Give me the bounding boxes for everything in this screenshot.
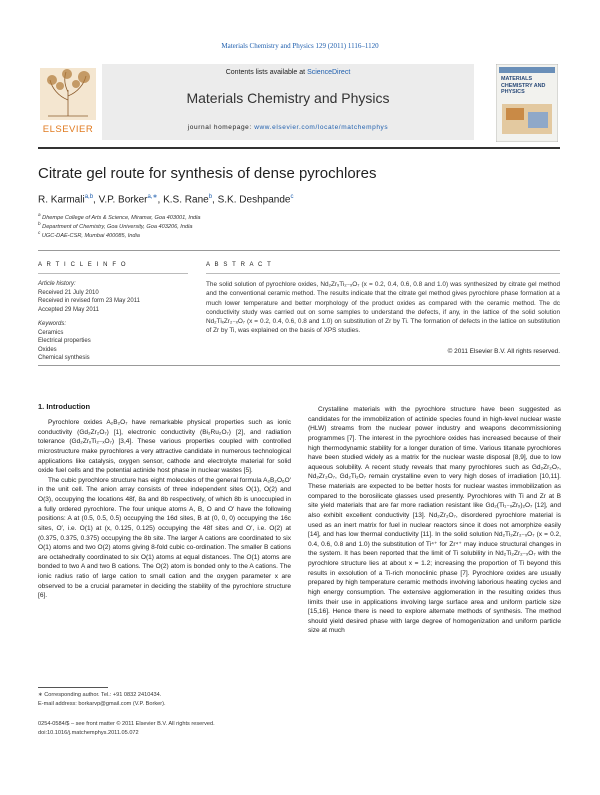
author-sup[interactable]: b xyxy=(208,194,213,200)
author-sup[interactable]: c xyxy=(290,194,294,200)
abstract-copyright: © 2011 Elsevier B.V. All rights reserved. xyxy=(447,348,560,355)
journal-homepage xyxy=(102,124,474,131)
body-paragraph: Crystalline materials with the pyrochlore structure have been suggested as candidates for the immobilization of actinide species found in high-level nuclear waste (HLW) streams from the nuclear power industry and weapons decommissioning programmes [7]. The interest in the pyrochlore oxides has increased because of their high thermodynamic stability for a longer duration of time. Various titanate pyrochlores have been studied widely as a matrix for the nuclear waste disposal [8,9], due to low aqueous solubility. A recent study reveals that many pyrochlores such as Gd₂Zr₂O₇, Nd₂Zr₂O₇, Gd₂Ti₂O₇ remain crystalline even to very high doses of irradiation [10,11]. These materials are expected to be better hosts for nuclear wastes immobilization as compared to the borosilicate glasses used presently. Pyrochlores with Ti and Zr at B site yield materials that are far more radiation resistant like Gd₂(Ti₁₋ₓZrₓ)₂O₇ [12], and also exhibit excellent conductivity [13]. Nd₂Zr₂O₇, disordered pyrochlore material is used as an inert matrix for fuel in nuclear reactors since it does not amorphize easily [14], and has low thermal conductivity [11]. In the solid solution Nd₂Ti₂Zr₂₋ₓO₇ (x = 0.2, 0.4, 0.6, 0.8 and 1.0) the substitution of Ti⁴⁺ for Zr⁴⁺ may induce structural changes in the system. It has been reported that the limit of Ti solubility in Nd₂Ti₂Zr₂₋ₓO₇ with the pyrochlore structure lies at about x = 1.2; increasing the proportion of Ti beyond this results in exsolution of a Ti-rich monoclinic phase [7]. Pyrochlore oxides are usually prepared by high temperature ceramic methods involving laborious heating cycles and high energy consumption. The extensive agglomeration in the resulting oxides thus limits their use in applications involving large surface area and uniform particle size [15,16]. Hence there is need to explore alternate methods of synthesis. The method should yield desired phase with large degree of homogenization and uniform particle size at much xyxy=(308,406,561,635)
author-sup[interactable]: a,∗ xyxy=(147,194,158,200)
keyword-item: Ceramics xyxy=(38,329,64,336)
history-item: Received 21 July 2010 xyxy=(38,289,99,296)
history-item: Accepted 29 May 2011 xyxy=(38,306,99,313)
abstract-label: A B S T R A C T xyxy=(206,262,273,268)
journal-title: Materials Chemistry and Physics xyxy=(186,90,390,106)
body-paragraph: The cubic pyrochlore structure has eight molecules of the general formula A₂B₂O₆O′ in the unit cell. The anion array consists of three independent sites O(1), O(2) and O(3), occupying the locations 48f, 8a and 8b respectively, of which 8b is unoccupied in a fully ordered pyrochlore. The four unique atoms A, B, O and O′ have the following positions: A at (0.5, 0.5, 0.5) occupying the 16d sites, B at (0, 0, 0) occupying the 16c sites, O′, i.e. O(1) at (x, 0.125, 0.125) occupying the 48f sites and O′, i.e. O(2) at (0.375, 0.375, 0.375) occupying the 8b site. The larger A cations are coordinated to six O(1) atoms and two O(2) atoms giving 8-fold cubic co-ordination. The smaller B cations are octahedrally coordinated to six O(1) atoms at equal distances. The O(1) atoms are bonded to two A and two B cations. The O(2) atom is bonded only to the A cations. The ionic radius ratio of large cation to small cation and the oxygen parameter x are observed to be a crucial parameter in deciding the stability of the pyrochlore structure [6]. xyxy=(38,476,291,600)
affiliation: $^c$ UGC-DAE-CSR, Mumbai 400085, India xyxy=(38,230,140,239)
article-info-rule xyxy=(38,273,188,274)
contents-line xyxy=(102,69,474,76)
abstract-text: The solid solution of pyrochlore oxides, Nd₂ZrₓTi₂₋ₓO₇ (x = 0.2, 0.4, 0.6, 0.8 and 1.0) was synthesized by citrate gel method and the conventional ceramic method. The results indicate that the citrate gel method gives pyrochlore phase formation at a much lower temperature and better morphology of the product oxides as compared with the ceramic method. The dc conductivity study was carried out on some samples to understand the defects, if any, in the lattice of the solid solution Nd₂TiₓZr₂₋ₓO₇ (x = 0.2, 0.4, 0.6, 0.8 and 1.0) on substitution of Zr by Ti. The formation of defects in the lattice on substitution of Zr by Ti, was explained on the basis of XPS studies. xyxy=(206,281,560,335)
sciencedirect-link[interactable]: ScienceDirect xyxy=(307,69,351,76)
journal-header-box xyxy=(102,64,474,140)
article-title: Citrate gel route for synthesis of dense pyrochlores xyxy=(38,165,377,182)
body-paragraph: Pyrochlore oxides A₂B₂O₇ have remarkable physical properties such as ionic conductivity (Gd₂Zr₂O₇) [1], electronic conductivity (Bi₂Ru₂O₇) [2], and radiation tolerance (Gd₂ZrₓTi₂₋ₓO₇) [3,4]. These various properties coupled with controlled microstructure make pyrochlores a very attractive candidate in numerous technological applications like catalysis, oxygen sensor, cathode and electrolyte material for solid oxide fuel cells and the potential actinide host phase in nuclear wastes [5]. xyxy=(38,419,291,475)
history-label: Article history: xyxy=(38,281,76,287)
keywords-label: Keywords: xyxy=(38,321,67,327)
keyword-item: Electrical properties xyxy=(38,338,91,345)
section-rule xyxy=(38,250,560,251)
journal-reference[interactable]: Materials Chemistry and Physics 129 (2011) 1116–1120 xyxy=(221,42,379,50)
issn-line: 0254-0584/$ – see front matter © 2011 Elsevier B.V. All rights reserved. xyxy=(38,721,215,727)
author-name[interactable]: R. Karmali xyxy=(38,194,85,206)
keywords xyxy=(38,320,91,363)
journal-cover-image xyxy=(496,64,558,142)
history-item: Received in revised form 23 May 2011 xyxy=(38,298,140,305)
header-rule xyxy=(38,147,560,149)
section-rule xyxy=(38,365,560,366)
publisher-name: ELSEVIER xyxy=(42,124,94,135)
cover-title: MATERIALS CHEMISTRY AND PHYSICS xyxy=(501,76,546,96)
keyword-item: Chemical synthesis xyxy=(38,355,90,362)
masthead xyxy=(38,64,560,142)
homepage-prefix: journal homepage: xyxy=(187,124,252,131)
author-list: R. Karmali$^{a,b}$, V.P. Borker$^{a,∗}$, K.S. Rane$^b$, S.K. Deshpande$^c$ xyxy=(38,194,294,206)
author-name[interactable]: S.K. Deshpande xyxy=(217,194,291,206)
elsevier-logo xyxy=(38,66,98,140)
email-note[interactable]: E-mail address: borkarvp@gmail.com (V.P. Borker). xyxy=(38,701,166,707)
abstract-rule xyxy=(206,273,560,274)
doi-link[interactable]: doi:10.1016/j.matchemphys.2011.05.072 xyxy=(38,730,139,736)
affiliation: $^a$ Dhempe College of Arts & Science, Miramar, Goa 403001, India xyxy=(38,212,201,221)
author-name[interactable]: V.P. Borker xyxy=(98,194,148,206)
author-name[interactable]: K.S. Rane xyxy=(163,194,209,206)
contents-prefix: Contents lists available at xyxy=(225,69,306,76)
body-right-column xyxy=(308,405,561,636)
article-history xyxy=(38,280,140,314)
section-heading: 1. Introduction xyxy=(38,402,91,411)
corresponding-author-note: ∗ Corresponding author. Tel.: +91 0832 2410434. xyxy=(38,692,162,698)
author-sup[interactable]: a,b xyxy=(84,194,94,200)
footnote-rule xyxy=(38,687,108,688)
affiliation: $^b$ Department of Chemistry, Goa University, Goa 403206, India xyxy=(38,221,193,230)
article-info-label: A R T I C L E I N F O xyxy=(38,262,128,268)
body-left-column xyxy=(38,418,291,601)
homepage-link[interactable]: www.elsevier.com/locate/matchemphys xyxy=(254,124,389,131)
keyword-item: Oxides xyxy=(38,346,57,353)
